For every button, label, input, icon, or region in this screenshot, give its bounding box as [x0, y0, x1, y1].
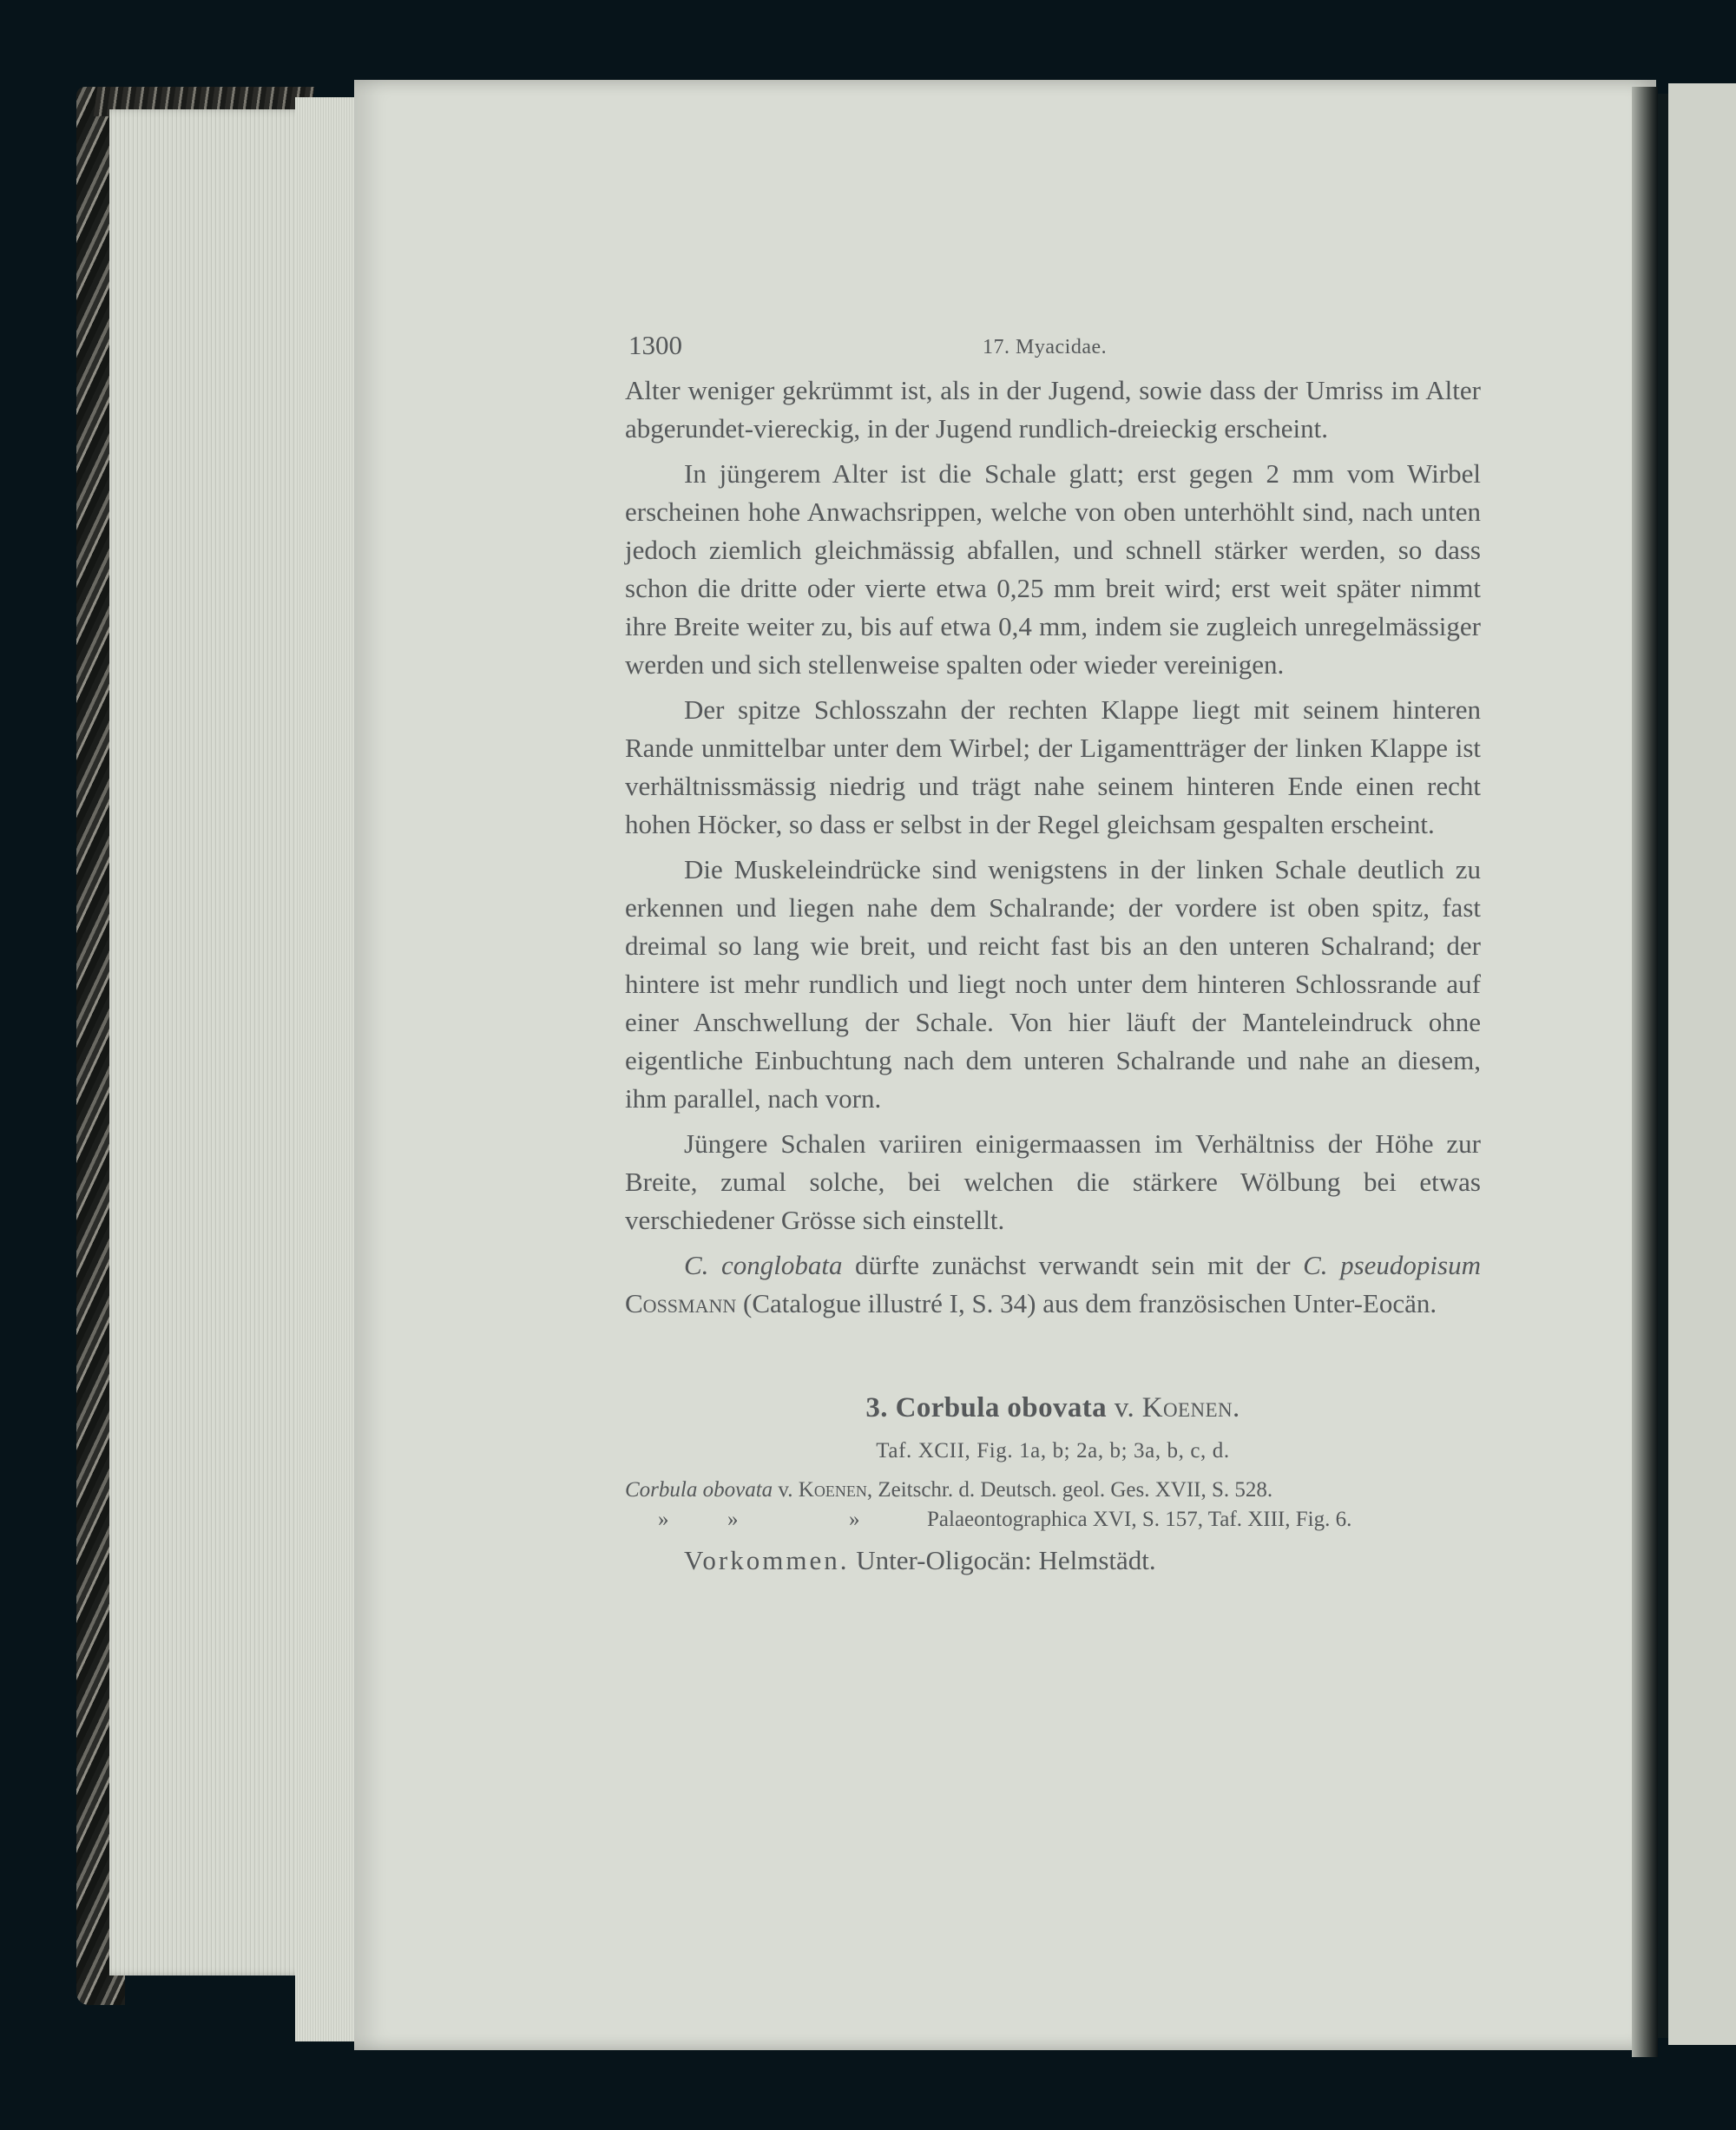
synonymy-line: [625, 1505, 1481, 1535]
paragraph-muscle-scars: Die Muskeleindrücke sind wenigstens in der linken Schale deutlich zu erkennen und liegen nahe dem Schalrande; der vordere ist oben spitz, fast dreimal so lang wie breit, und reicht fast bis an den unteren Schalrand; der hintere ist mehr rundlich und liegt noch unter dem hinteren Schlossrande auf einer Anschwellung der Schale. Von hier läuft der Manteleindruck ohne eigentliche Einbuchtung nach dem unteren Schalrande und nahe an diesem, ihm parallel, nach vorn.: [625, 854, 1481, 1114]
paragraph-continuation: Alter weniger gekrümmt ist, als in der Jugend, sowie dass der Umriss im Alter abgerundet-viereckig, in der Jugend rundlich-dreieckig erscheint.: [625, 375, 1481, 444]
synonym-name: Corbula obovata: [625, 1478, 773, 1502]
comparison-text-c: (Catalogue illustré I, S. 34) aus dem französischen Unter-Eocän.: [736, 1288, 1437, 1318]
synonymy-list: [625, 1476, 1481, 1535]
ditto-mark: »: [849, 1508, 860, 1531]
paragraph-sculpture: In jüngerem Alter ist die Schale glatt; erst gegen 2 mm vom Wirbel erscheinen hohe Anwachsrippen, welche von oben unterhöhlt sind, nach unten jedoch ziemlich gleichmässig abfallen, und schnell stärker werden, so dass schon die dritte oder vierte etwa 0,25 mm breit wird; erst weit später nimmt ihre Breite weiter zu, bis auf etwa 0,4 mm, indem sie zugleich unregelmässiger werden und sich stellenweise spalten oder wieder vereinigen.: [625, 458, 1481, 680]
book-gutter: [1632, 87, 1658, 2057]
comparison-text-a: dürfte zunächst verwandt sein mit der: [842, 1250, 1304, 1280]
right-page: [1668, 83, 1736, 2045]
synonym-author-prefix: v.: [778, 1478, 793, 1502]
synonymy-line: [625, 1476, 1481, 1505]
species-name-pseudopisum: C. pseudopisum: [1303, 1250, 1481, 1280]
synonym-reference: Zeitschr. d. Deutsch. geol. Ges. XVII, S. 528.: [878, 1478, 1273, 1502]
species-title: Corbula obovata: [895, 1392, 1108, 1423]
page-number: 1300: [628, 330, 682, 360]
species-heading: [625, 1389, 1481, 1427]
occurrence-value: Unter-Oligocän: Helmstädt.: [856, 1545, 1156, 1575]
ditto-mark: »: [727, 1508, 739, 1531]
ditto-mark: »: [658, 1508, 669, 1531]
occurrence-label: Vorkommen.: [684, 1545, 850, 1575]
plate-reference: Taf. XCII, Fig. 1a, b; 2a, b; 3a, b, c, d.: [876, 1439, 1230, 1463]
paragraph-variation: Jüngere Schalen variiren einigermaassen im Verhältniss der Höhe zur Breite, zumal solche, bei welchen die stärkere Wölbung bei etwas verschiedener Grösse sich einstellt.: [625, 1128, 1481, 1235]
occurrence-line: [625, 1542, 1481, 1580]
species-author: Koenen.: [1141, 1392, 1240, 1423]
synonym-reference: Palaeontographica XVI, S. 157, Taf. XIII, Fig. 6.: [927, 1508, 1352, 1531]
page-stack-inner: [295, 97, 356, 2041]
author-cossmann: Cossmann: [625, 1288, 737, 1318]
synonym-author: Koenen,: [798, 1478, 873, 1502]
chapter-title: 17. Myacidae.: [983, 336, 1108, 358]
species-author-prefix: v.: [1114, 1392, 1135, 1423]
species-number: 3.: [865, 1392, 888, 1423]
species-name-conglobata: C. conglobata: [684, 1250, 843, 1280]
page-text: [625, 326, 1481, 1580]
paragraph-hinge: Der spitze Schlosszahn der rechten Klappe liegt mit seinem hinteren Rande unmittelbar unter dem Wirbel; der Ligamentträger der linken Klappe ist verhältnissmässig niedrig und trägt nahe seinem hinteren Ende einen recht hohen Höcker, so dass er selbst in der Regel gleichsam gespalten erscheint.: [625, 694, 1481, 839]
paragraph-comparison: [625, 1246, 1481, 1323]
running-head: [625, 326, 1481, 371]
